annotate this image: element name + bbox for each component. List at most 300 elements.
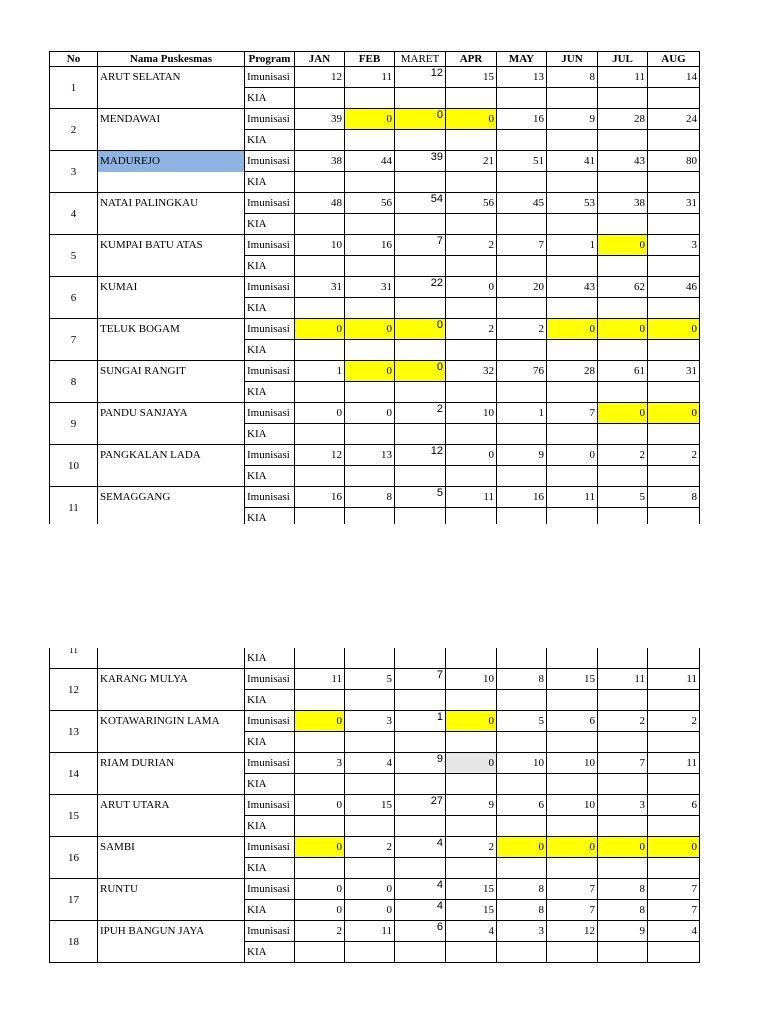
month-value-cell[interactable]: 61 [598,361,648,382]
month-value-cell[interactable] [497,298,547,319]
month-value-cell[interactable]: 15 [446,900,497,921]
row-number-cell[interactable]: 11 [50,487,98,525]
month-value-cell[interactable]: 0 [598,319,648,340]
month-value-cell[interactable]: 0 [446,445,497,466]
column-header[interactable]: JUN [547,52,598,67]
month-value-cell[interactable] [547,816,598,837]
month-value-cell[interactable]: 10 [446,669,497,690]
month-value-cell[interactable]: 62 [598,277,648,298]
month-value-cell[interactable]: 10 [547,753,598,774]
month-value-cell[interactable]: 1 [497,403,547,424]
month-value-cell[interactable] [395,256,446,277]
program-cell[interactable]: Imunisasi [245,151,295,172]
program-cell[interactable]: KIA [245,130,295,151]
program-cell[interactable]: KIA [245,774,295,795]
month-value-cell[interactable]: 13 [497,67,547,88]
month-value-cell[interactable] [547,214,598,235]
month-value-cell[interactable] [497,816,547,837]
month-value-cell[interactable]: 53 [547,193,598,214]
month-value-cell[interactable] [345,816,395,837]
month-value-cell[interactable] [547,130,598,151]
month-value-cell[interactable] [598,172,648,193]
puskesmas-name-cell[interactable] [98,298,245,319]
month-value-cell[interactable] [446,424,497,445]
month-value-cell[interactable] [598,424,648,445]
month-value-cell[interactable]: 11 [648,753,700,774]
program-cell[interactable]: Imunisasi [245,711,295,732]
program-cell[interactable]: KIA [245,298,295,319]
month-value-cell[interactable] [497,466,547,487]
puskesmas-name-cell[interactable] [98,130,245,151]
column-header[interactable]: JUL [598,52,648,67]
month-value-cell[interactable] [295,340,345,361]
month-value-cell[interactable] [395,690,446,711]
month-value-cell[interactable]: 1 [547,235,598,256]
month-value-cell[interactable] [598,816,648,837]
month-value-cell[interactable]: 0 [598,837,648,858]
column-header[interactable]: MARET [395,52,446,67]
puskesmas-name-cell[interactable]: PANGKALAN LADA [98,445,245,466]
column-header[interactable]: JAN [295,52,345,67]
month-value-cell[interactable]: 39 [395,151,446,172]
month-value-cell[interactable] [648,690,700,711]
month-value-cell[interactable] [295,858,345,879]
puskesmas-name-cell[interactable]: RUNTU [98,879,245,900]
month-value-cell[interactable]: 5 [395,487,446,508]
month-value-cell[interactable] [547,382,598,403]
month-value-cell[interactable] [295,130,345,151]
column-header[interactable]: AUG [648,52,700,67]
month-value-cell[interactable]: 12 [295,67,345,88]
month-value-cell[interactable]: 2 [446,319,497,340]
month-value-cell[interactable] [598,382,648,403]
program-cell[interactable]: Imunisasi [245,235,295,256]
month-value-cell[interactable]: 11 [345,921,395,942]
puskesmas-name-cell[interactable]: RIAM DURIAN [98,753,245,774]
puskesmas-name-cell[interactable]: PANDU SANJAYA [98,403,245,424]
month-value-cell[interactable]: 0 [295,403,345,424]
month-value-cell[interactable]: 4 [395,879,446,900]
puskesmas-name-cell[interactable] [98,858,245,879]
month-value-cell[interactable]: 51 [497,151,547,172]
month-value-cell[interactable]: 6 [547,711,598,732]
month-value-cell[interactable] [446,298,497,319]
month-value-cell[interactable] [648,774,700,795]
month-value-cell[interactable] [547,466,598,487]
row-number-cell[interactable]: 2 [50,109,98,151]
month-value-cell[interactable] [598,690,648,711]
row-number-cell[interactable]: 3 [50,151,98,193]
month-value-cell[interactable] [598,942,648,963]
month-value-cell[interactable]: 5 [598,487,648,508]
month-value-cell[interactable] [497,256,547,277]
month-value-cell[interactable] [345,942,395,963]
row-number-cell[interactable]: 12 [50,669,98,711]
month-value-cell[interactable] [497,732,547,753]
month-value-cell[interactable]: 7 [648,900,700,921]
month-value-cell[interactable] [446,466,497,487]
month-value-cell[interactable]: 9 [446,795,497,816]
month-value-cell[interactable] [648,298,700,319]
puskesmas-name-cell[interactable] [98,690,245,711]
month-value-cell[interactable]: 8 [497,900,547,921]
month-value-cell[interactable]: 0 [547,319,598,340]
row-number-cell[interactable]: 6 [50,277,98,319]
month-value-cell[interactable] [395,508,446,525]
month-value-cell[interactable]: 0 [648,403,700,424]
month-value-cell[interactable] [598,88,648,109]
month-value-cell[interactable] [648,466,700,487]
month-value-cell[interactable]: 44 [345,151,395,172]
month-value-cell[interactable] [648,732,700,753]
month-value-cell[interactable] [345,466,395,487]
month-value-cell[interactable] [345,774,395,795]
month-value-cell[interactable] [395,424,446,445]
month-value-cell[interactable] [598,774,648,795]
month-value-cell[interactable] [395,88,446,109]
program-cell[interactable]: Imunisasi [245,67,295,88]
month-value-cell[interactable]: 22 [395,277,446,298]
month-value-cell[interactable] [648,88,700,109]
puskesmas-name-cell[interactable] [98,382,245,403]
puskesmas-name-cell[interactable]: SEMAGGANG [98,487,245,508]
month-value-cell[interactable]: 5 [345,669,395,690]
program-cell[interactable]: Imunisasi [245,193,295,214]
month-value-cell[interactable]: 15 [446,879,497,900]
month-value-cell[interactable]: 43 [598,151,648,172]
month-value-cell[interactable] [497,858,547,879]
puskesmas-name-cell[interactable]: KUMAI [98,277,245,298]
program-cell[interactable]: KIA [245,690,295,711]
month-value-cell[interactable] [648,256,700,277]
month-value-cell[interactable] [648,214,700,235]
month-value-cell[interactable] [446,172,497,193]
month-value-cell[interactable] [547,942,598,963]
program-cell[interactable]: Imunisasi [245,403,295,424]
puskesmas-name-cell[interactable] [98,942,245,963]
program-cell[interactable]: KIA [245,214,295,235]
month-value-cell[interactable]: 11 [295,669,345,690]
puskesmas-name-cell[interactable]: MADUREJO [98,151,245,172]
month-value-cell[interactable] [547,340,598,361]
month-value-cell[interactable]: 7 [395,235,446,256]
month-value-cell[interactable] [497,130,547,151]
month-value-cell[interactable] [295,466,345,487]
month-value-cell[interactable]: 2 [395,403,446,424]
row-number-cell[interactable]: 13 [50,711,98,753]
month-value-cell[interactable]: 38 [598,193,648,214]
month-value-cell[interactable]: 8 [598,879,648,900]
month-value-cell[interactable]: 28 [547,361,598,382]
row-number-cell[interactable]: 17 [50,879,98,921]
month-value-cell[interactable]: 11 [598,67,648,88]
month-value-cell[interactable]: 9 [598,921,648,942]
month-value-cell[interactable]: 24 [648,109,700,130]
puskesmas-name-cell[interactable] [98,256,245,277]
month-value-cell[interactable] [446,648,497,669]
month-value-cell[interactable]: 10 [547,795,598,816]
month-value-cell[interactable]: 15 [345,795,395,816]
month-value-cell[interactable]: 0 [295,711,345,732]
month-value-cell[interactable] [497,424,547,445]
month-value-cell[interactable]: 0 [345,319,395,340]
program-cell[interactable]: KIA [245,424,295,445]
program-cell[interactable]: Imunisasi [245,795,295,816]
row-number-cell[interactable]: 5 [50,235,98,277]
month-value-cell[interactable] [648,858,700,879]
puskesmas-name-cell[interactable] [98,214,245,235]
month-value-cell[interactable] [345,382,395,403]
month-value-cell[interactable] [446,732,497,753]
month-value-cell[interactable]: 14 [648,67,700,88]
month-value-cell[interactable] [446,690,497,711]
month-value-cell[interactable]: 76 [497,361,547,382]
month-value-cell[interactable]: 16 [345,235,395,256]
month-value-cell[interactable]: 54 [395,193,446,214]
month-value-cell[interactable]: 20 [497,277,547,298]
puskesmas-name-cell[interactable] [98,88,245,109]
month-value-cell[interactable] [345,298,395,319]
month-value-cell[interactable]: 11 [547,487,598,508]
month-value-cell[interactable]: 7 [598,753,648,774]
month-value-cell[interactable]: 0 [295,900,345,921]
month-value-cell[interactable]: 4 [395,837,446,858]
month-value-cell[interactable]: 4 [446,921,497,942]
puskesmas-name-cell[interactable] [98,172,245,193]
month-value-cell[interactable]: 31 [648,361,700,382]
month-value-cell[interactable] [295,88,345,109]
month-value-cell[interactable]: 28 [598,109,648,130]
month-value-cell[interactable]: 38 [295,151,345,172]
row-number-cell[interactable]: 15 [50,795,98,837]
month-value-cell[interactable] [295,508,345,525]
month-value-cell[interactable] [497,942,547,963]
month-value-cell[interactable] [446,382,497,403]
month-value-cell[interactable]: 16 [497,487,547,508]
month-value-cell[interactable] [598,508,648,525]
program-cell[interactable]: KIA [245,508,295,525]
month-value-cell[interactable]: 10 [497,753,547,774]
month-value-cell[interactable] [648,172,700,193]
month-value-cell[interactable]: 4 [648,921,700,942]
month-value-cell[interactable] [547,424,598,445]
puskesmas-name-cell[interactable]: NATAI PALINGKAU [98,193,245,214]
month-value-cell[interactable]: 2 [648,445,700,466]
month-value-cell[interactable] [598,466,648,487]
month-value-cell[interactable]: 46 [648,277,700,298]
month-value-cell[interactable] [395,466,446,487]
month-value-cell[interactable]: 12 [395,445,446,466]
month-value-cell[interactable]: 11 [345,67,395,88]
month-value-cell[interactable]: 16 [295,487,345,508]
month-value-cell[interactable]: 8 [497,879,547,900]
month-value-cell[interactable]: 31 [295,277,345,298]
month-value-cell[interactable] [547,648,598,669]
month-value-cell[interactable]: 11 [446,487,497,508]
row-number-cell[interactable]: 1 [50,67,98,109]
month-value-cell[interactable] [446,88,497,109]
month-value-cell[interactable]: 0 [295,319,345,340]
month-value-cell[interactable]: 9 [497,445,547,466]
month-value-cell[interactable] [648,942,700,963]
month-value-cell[interactable]: 4 [395,900,446,921]
month-value-cell[interactable]: 2 [295,921,345,942]
month-value-cell[interactable]: 0 [446,109,497,130]
month-value-cell[interactable]: 21 [446,151,497,172]
month-value-cell[interactable]: 2 [446,235,497,256]
month-value-cell[interactable] [547,732,598,753]
program-cell[interactable]: KIA [245,172,295,193]
month-value-cell[interactable] [547,256,598,277]
program-cell[interactable]: Imunisasi [245,669,295,690]
month-value-cell[interactable] [395,648,446,669]
month-value-cell[interactable]: 41 [547,151,598,172]
month-value-cell[interactable] [345,732,395,753]
program-cell[interactable]: KIA [245,942,295,963]
month-value-cell[interactable] [547,774,598,795]
month-value-cell[interactable]: 8 [345,487,395,508]
puskesmas-name-cell[interactable] [98,774,245,795]
program-cell[interactable]: Imunisasi [245,445,295,466]
month-value-cell[interactable] [295,816,345,837]
month-value-cell[interactable]: 8 [648,487,700,508]
month-value-cell[interactable] [395,382,446,403]
month-value-cell[interactable]: 0 [395,109,446,130]
month-value-cell[interactable] [295,774,345,795]
month-value-cell[interactable]: 56 [345,193,395,214]
month-value-cell[interactable] [395,214,446,235]
column-header[interactable]: No [50,52,98,67]
month-value-cell[interactable] [648,340,700,361]
month-value-cell[interactable] [598,298,648,319]
month-value-cell[interactable]: 0 [345,361,395,382]
month-value-cell[interactable]: 4 [345,753,395,774]
month-value-cell[interactable]: 0 [295,837,345,858]
month-value-cell[interactable] [648,508,700,525]
month-value-cell[interactable]: 12 [295,445,345,466]
month-value-cell[interactable] [598,732,648,753]
puskesmas-name-cell[interactable]: IPUH BANGUN JAYA [98,921,245,942]
month-value-cell[interactable] [395,298,446,319]
month-value-cell[interactable]: 32 [446,361,497,382]
puskesmas-name-cell[interactable]: SUNGAI RANGIT [98,361,245,382]
month-value-cell[interactable]: 7 [547,403,598,424]
puskesmas-name-cell[interactable]: KOTAWARINGIN LAMA [98,711,245,732]
month-value-cell[interactable] [295,256,345,277]
program-cell[interactable]: Imunisasi [245,109,295,130]
month-value-cell[interactable] [446,508,497,525]
month-value-cell[interactable]: 39 [295,109,345,130]
row-number-cell[interactable]: 4 [50,193,98,235]
month-value-cell[interactable] [295,424,345,445]
month-value-cell[interactable]: 0 [598,235,648,256]
program-cell[interactable]: KIA [245,816,295,837]
puskesmas-name-cell[interactable]: TELUK BOGAM [98,319,245,340]
month-value-cell[interactable]: 0 [547,837,598,858]
month-value-cell[interactable]: 12 [547,921,598,942]
month-value-cell[interactable] [295,172,345,193]
month-value-cell[interactable]: 7 [497,235,547,256]
month-value-cell[interactable]: 5 [497,711,547,732]
month-value-cell[interactable]: 10 [446,403,497,424]
puskesmas-name-cell[interactable] [98,900,245,921]
month-value-cell[interactable] [648,648,700,669]
program-cell[interactable]: KIA [245,88,295,109]
column-header[interactable]: Program [245,52,295,67]
puskesmas-name-cell[interactable] [98,466,245,487]
row-number-cell[interactable]: 14 [50,753,98,795]
month-value-cell[interactable]: 2 [497,319,547,340]
month-value-cell[interactable] [598,256,648,277]
month-value-cell[interactable] [648,130,700,151]
program-cell[interactable]: Imunisasi [245,361,295,382]
puskesmas-name-cell[interactable]: KUMPAI BATU ATAS [98,235,245,256]
month-value-cell[interactable]: 45 [497,193,547,214]
month-value-cell[interactable] [446,858,497,879]
month-value-cell[interactable] [345,690,395,711]
month-value-cell[interactable] [395,130,446,151]
program-cell[interactable]: KIA [245,466,295,487]
month-value-cell[interactable]: 16 [497,109,547,130]
month-value-cell[interactable] [345,130,395,151]
month-value-cell[interactable]: 8 [547,67,598,88]
program-cell[interactable]: Imunisasi [245,319,295,340]
month-value-cell[interactable] [598,214,648,235]
month-value-cell[interactable]: 6 [497,795,547,816]
month-value-cell[interactable] [497,648,547,669]
month-value-cell[interactable] [497,172,547,193]
month-value-cell[interactable] [497,774,547,795]
column-header[interactable]: MAY [497,52,547,67]
program-cell[interactable]: KIA [245,256,295,277]
month-value-cell[interactable] [395,942,446,963]
column-header[interactable]: APR [446,52,497,67]
month-value-cell[interactable]: 9 [395,753,446,774]
month-value-cell[interactable] [295,732,345,753]
month-value-cell[interactable]: 0 [295,879,345,900]
month-value-cell[interactable]: 8 [598,900,648,921]
month-value-cell[interactable] [345,858,395,879]
month-value-cell[interactable] [446,340,497,361]
month-value-cell[interactable] [345,256,395,277]
month-value-cell[interactable]: 6 [648,795,700,816]
month-value-cell[interactable]: 15 [547,669,598,690]
month-value-cell[interactable] [547,172,598,193]
program-cell[interactable]: Imunisasi [245,879,295,900]
month-value-cell[interactable] [395,340,446,361]
month-value-cell[interactable] [598,130,648,151]
month-value-cell[interactable] [345,214,395,235]
month-value-cell[interactable]: 0 [345,879,395,900]
month-value-cell[interactable]: 13 [345,445,395,466]
puskesmas-name-cell[interactable]: ARUT SELATAN [98,67,245,88]
month-value-cell[interactable] [497,508,547,525]
month-value-cell[interactable] [446,774,497,795]
month-value-cell[interactable] [598,340,648,361]
month-value-cell[interactable] [446,942,497,963]
month-value-cell[interactable]: 3 [648,235,700,256]
month-value-cell[interactable] [345,340,395,361]
month-value-cell[interactable]: 11 [648,669,700,690]
month-value-cell[interactable]: 48 [295,193,345,214]
row-number-cell[interactable]: 11 [50,648,98,669]
month-value-cell[interactable] [446,214,497,235]
row-number-cell[interactable]: 16 [50,837,98,879]
month-value-cell[interactable] [547,690,598,711]
month-value-cell[interactable] [295,382,345,403]
month-value-cell[interactable]: 7 [547,900,598,921]
month-value-cell[interactable]: 43 [547,277,598,298]
